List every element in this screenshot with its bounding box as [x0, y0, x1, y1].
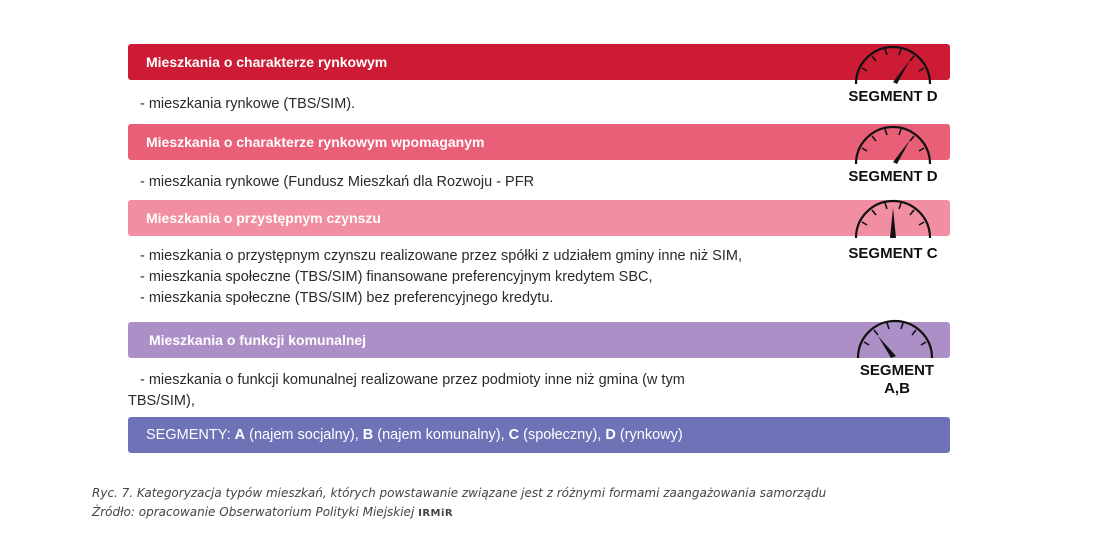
source-brand: IRMiR [418, 508, 454, 519]
category-description [140, 246, 742, 309]
legend-desc: (najem socjalny), [245, 427, 363, 443]
legend-desc: (społeczny), [519, 427, 606, 443]
category-title: Mieszkania o charakterze rynkowym [146, 54, 388, 70]
segment-label: SEGMENT D [848, 168, 938, 185]
description-line: - mieszkania rynkowe (TBS/SIM). [140, 96, 356, 112]
figure-source [92, 505, 453, 519]
description-line: - mieszkania o funkcji komunalnej realizowane przez podmioty inne niż gmina (w tym [140, 372, 685, 388]
category-band-market [128, 44, 950, 80]
segment-label-line: A,B [884, 380, 910, 397]
category-title: Mieszkania o przystępnym czynszu [146, 210, 381, 226]
category-band-supported-market [128, 124, 950, 160]
segment-label: SEGMENT D [848, 88, 938, 105]
category-description [140, 94, 355, 115]
figure-caption: Ryc. 7. Kategoryzacja typów mieszkań, których powstawanie związane jest z różnymi formami zaangażowania samorządu [92, 486, 827, 500]
category-description [140, 172, 534, 193]
speedometer-icon [848, 196, 938, 240]
speedometer-icon [850, 316, 940, 360]
legend-key: A [234, 427, 246, 443]
legend-text [128, 427, 683, 443]
legend-desc: (najem komunalny), [373, 427, 509, 443]
legend-prefix: SEGMENTY: [146, 427, 235, 443]
legend-key: D [605, 427, 616, 443]
category-description [128, 370, 685, 412]
source-text: Źródło: opracowanie Obserwatorium Polityki Miejskiej [92, 505, 419, 519]
legend-key: C [508, 427, 520, 443]
description-line: - mieszkania rynkowe (Fundusz Mieszkań dla Rozwoju - PFR [140, 174, 535, 190]
segment-label [842, 362, 952, 398]
description-line: - mieszkania społeczne (TBS/SIM) bez preferencyjnego kredytu. [140, 290, 554, 306]
legend-key: B [362, 427, 374, 443]
description-line: - mieszkania społeczne (TBS/SIM) finansowane preferencyjnym kredytem SBC, [140, 269, 653, 285]
legend-desc: (rynkowy) [615, 427, 683, 443]
segments-legend [128, 417, 950, 453]
segment-label-line: SEGMENT [859, 362, 935, 379]
speedometer-icon [848, 122, 938, 166]
category-band-municipal [128, 322, 950, 358]
segment-label: SEGMENT C [848, 245, 938, 262]
category-title: Mieszkania o charakterze rynkowym wpomaganym [146, 134, 485, 150]
category-band-affordable-rent [128, 200, 950, 236]
description-line: - mieszkania o przystępnym czynszu realizowane przez spółki z udziałem gminy inne niż SIM, [140, 248, 742, 264]
category-title: Mieszkania o funkcji komunalnej [149, 332, 367, 348]
description-line: TBS/SIM), [128, 393, 195, 409]
speedometer-icon [848, 42, 938, 86]
